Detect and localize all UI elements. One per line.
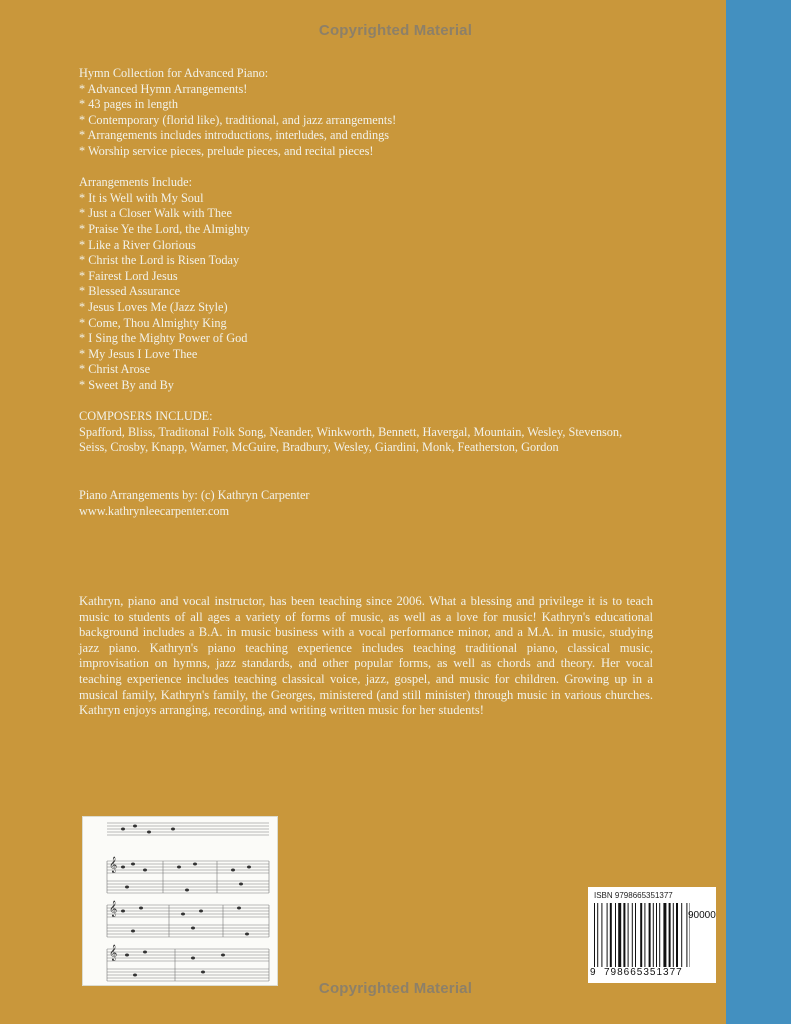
arrangement-item: * Christ Arose [79, 362, 151, 377]
barcode-bar [597, 903, 598, 967]
barcode-bar [676, 903, 678, 967]
barcode-bar [673, 903, 674, 967]
credit-line: Piano Arrangements by: (c) Kathryn Carpenter [79, 488, 310, 502]
barcode-bar [663, 903, 666, 967]
barcode-bar [635, 903, 636, 967]
arrangements-title: Arrangements Include: [79, 175, 193, 190]
arrangement-item: * Christ the Lord is Risen Today [79, 253, 240, 268]
feature-item: * Worship service pieces, prelude pieces, and recital pieces! [79, 143, 374, 158]
sheet-music-graphic [83, 817, 277, 985]
barcode-bar [681, 903, 682, 967]
arrangement-item: * Praise Ye the Lord, the Almighty [79, 221, 250, 236]
feature-item: * 43 pages in length [79, 97, 179, 112]
spine-strip [726, 0, 791, 1024]
features-block [79, 66, 396, 393]
feature-item: * Arrangements includes introductions, interludes, and endings [79, 128, 390, 143]
barcode-bar [653, 903, 654, 967]
feature-item: * Contemporary (florid like), traditional, and jazz arrangements! [79, 112, 397, 127]
barcode-bar [601, 903, 602, 967]
barcode-rest-digits: 798665351377 [604, 967, 683, 978]
composers-block [79, 409, 653, 456]
svg-text:𝄞: 𝄞 [109, 857, 118, 873]
barcode-bar [640, 903, 642, 967]
arrangement-item: * Blessed Assurance [79, 284, 181, 299]
sheet-music-image [82, 816, 278, 986]
price-code: 90000 [688, 910, 716, 921]
barcode-bar [623, 903, 625, 967]
arrangement-item: * Just a Closer Walk with Thee [79, 206, 232, 221]
watermark-bottom: Copyrighted Material [318, 980, 473, 997]
barcode-bar [615, 903, 616, 967]
composers-list: Spafford, Bliss, Traditonal Folk Song, Neander, Winkworth, Bennett, Havergal, Mountain, Wesley, Stevenson, Seiss, Crosby, Knapp, Warner, McGuire, Bradbury, Wesley, Giardini, Monk, Featherston, Gordon [79, 424, 623, 455]
barcode-bar [628, 903, 629, 967]
isbn-label: ISBN 9798665351377 [594, 891, 673, 900]
arrangement-item: * I Sing the Mighty Power of God [79, 331, 248, 346]
barcode-bar [594, 903, 595, 967]
barcode-bar [656, 903, 657, 967]
barcode-bar [632, 903, 633, 967]
arrangement-item: * Jesus Loves Me (Jazz Style) [79, 299, 228, 314]
svg-text:𝄞: 𝄞 [109, 945, 118, 961]
author-bio: Kathryn, piano and vocal instructor, has been teaching since 2006. What a blessing and privilege it is to teach music to students of all ages a variety of forms of music, as well as a love for music! Kathryn's educational background includes a B.A. in music business with a vocal performance minor, and a M.A. in music, studying jazz piano. Kathryn's piano teaching experience includes teaching traditional piano, classical music, improvisation on hymns, jazz standards, and other popular forms, as well as chords and theory. Her vocal teaching experience includes teaching classical voice, jazz, gospel, and music for children. Growing up in a musical family, Kathryn's family, the Georges, ministered (and still minister) through music in various churches. Kathryn enjoys arranging, recording, and writing written music for her students! [79, 594, 653, 718]
arrangement-item: * My Jesus I Love Thee [79, 346, 198, 361]
barcode-bar [610, 903, 612, 967]
barcode-graphic [594, 903, 690, 967]
svg-text:𝄞: 𝄞 [109, 901, 118, 917]
barcode-bar [618, 903, 621, 967]
barcode-bar [649, 903, 651, 967]
credit-block [79, 488, 310, 519]
website-link: www.kathrynleecarpenter.com [79, 503, 230, 518]
arrangement-item: * Sweet By and By [79, 377, 174, 392]
barcode-first-digit: 9 [590, 967, 596, 978]
barcode-bar [644, 903, 645, 967]
barcode-bar [659, 903, 660, 967]
feature-item: * Advanced Hymn Arrangements! [79, 81, 248, 96]
barcode-bar [669, 903, 671, 967]
barcode-box [588, 887, 716, 983]
features-title: Hymn Collection for Advanced Piano: [79, 66, 269, 80]
barcode-bar [607, 903, 608, 967]
arrangement-item: * It is Well with My Soul [79, 190, 204, 205]
watermark-top: Copyrighted Material [318, 22, 473, 39]
arrangement-item: * Come, Thou Almighty King [79, 315, 227, 330]
arrangement-item: * Like a River Glorious [79, 237, 196, 252]
composers-title: COMPOSERS INCLUDE: [79, 409, 213, 423]
arrangement-item: * Fairest Lord Jesus [79, 268, 178, 283]
